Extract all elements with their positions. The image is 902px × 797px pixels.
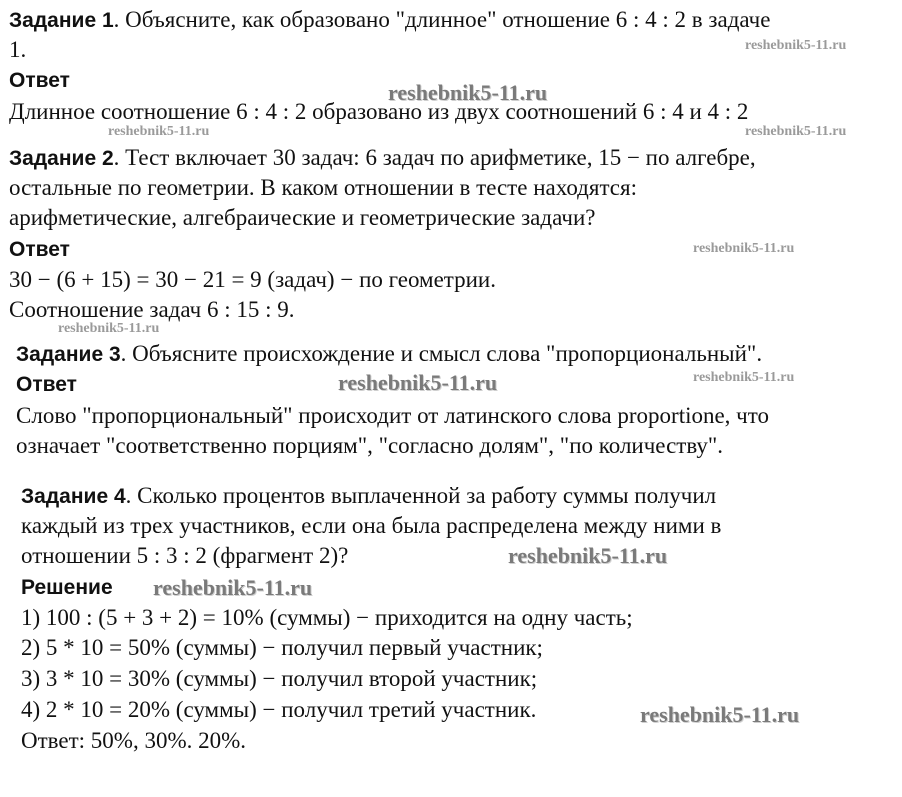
task-3-heading: Задание 3 (16, 343, 121, 366)
task-1-heading: Задание 1 (9, 9, 114, 32)
task-1-question-line-1: Задание 1. Объясните, как образовано "длинное" отношение 6 : 4 : 2 в задаче (9, 7, 771, 32)
watermark: reshebnik5-11.ru (58, 321, 160, 336)
watermark: reshebnik5-11.ru (693, 370, 795, 385)
task-4-question-line-1: Задание 4. Сколько процентов выплаченной за работу суммы получил (21, 483, 717, 508)
task-4-answer-line-1: 1) 100 : (5 + 3 + 2) = 10% (суммы) − приходится на одну часть; (21, 605, 633, 630)
watermark: reshebnik5-11.ru (745, 38, 847, 53)
task-3-answer-label: Ответ (16, 373, 77, 396)
task-1-answer-label: Ответ (9, 69, 70, 92)
task-3-answer-line-2: означает "соответственно порциям", "согласно долям", "по количеству". (16, 433, 724, 458)
watermark: reshebnik5-11.ru (338, 370, 498, 395)
task-3-question-line-1: Задание 3. Объясните происхождение и смысл слова "пропорциональный". (16, 341, 763, 366)
task-2-heading: Задание 2 (9, 147, 114, 170)
task-2-answer-line-2: Соотношение задач 6 : 15 : 9. (9, 297, 295, 322)
task-2-answer-label: Ответ (9, 238, 70, 261)
task-1-question-line-2: 1. (9, 37, 27, 62)
task-2-question-line-3: арифметические, алгебраические и геометрические задачи? (9, 205, 596, 230)
task-4-answer-line-4: 4) 2 * 10 = 20% (суммы) − получил третий участник. (21, 697, 537, 722)
task-3-answer-line-1: Слово "пропорциональный" происходит от латинского слова proportione, что (16, 403, 769, 428)
task-2-question-line-2: остальные по геометрии. В каком отношении в тесте находятся: (9, 175, 637, 200)
watermark: reshebnik5-11.ru (388, 80, 548, 105)
watermark: reshebnik5-11.ru (108, 124, 210, 139)
task-4-heading: Задание 4 (21, 485, 126, 508)
task-4-question-line-3: отношении 5 : 3 : 2 (фрагмент 2)? (21, 543, 349, 568)
watermark: reshebnik5-11.ru (745, 124, 847, 139)
task-4-answer-line-2: 2) 5 * 10 = 50% (суммы) − получил первый участник; (21, 635, 543, 660)
task-4-answer-line-5: Ответ: 50%, 30%. 20%. (21, 728, 247, 753)
watermark: reshebnik5-11.ru (693, 241, 795, 256)
watermark: reshebnik5-11.ru (508, 543, 668, 568)
watermark: reshebnik5-11.ru (640, 702, 800, 727)
watermark: reshebnik5-11.ru (153, 575, 313, 600)
task-4-question-line-2: каждый из трех участников, если она была распределена между ними в (21, 513, 722, 538)
task-1-answer-line-1: Длинное соотношение 6 : 4 : 2 образовано из двух соотношений 6 : 4 и 4 : 2 (9, 99, 749, 124)
task-4-answer-label: Решение (21, 576, 113, 599)
task-2-answer-line-1: 30 − (6 + 15) = 30 − 21 = 9 (задач) − по геометрии. (9, 267, 496, 292)
task-4-answer-line-3: 3) 3 * 10 = 30% (суммы) − получил второй участник; (21, 666, 538, 691)
task-2-question-line-1: Задание 2. Тест включает 30 задач: 6 задач по арифметике, 15 − по алгебре, (9, 145, 756, 170)
